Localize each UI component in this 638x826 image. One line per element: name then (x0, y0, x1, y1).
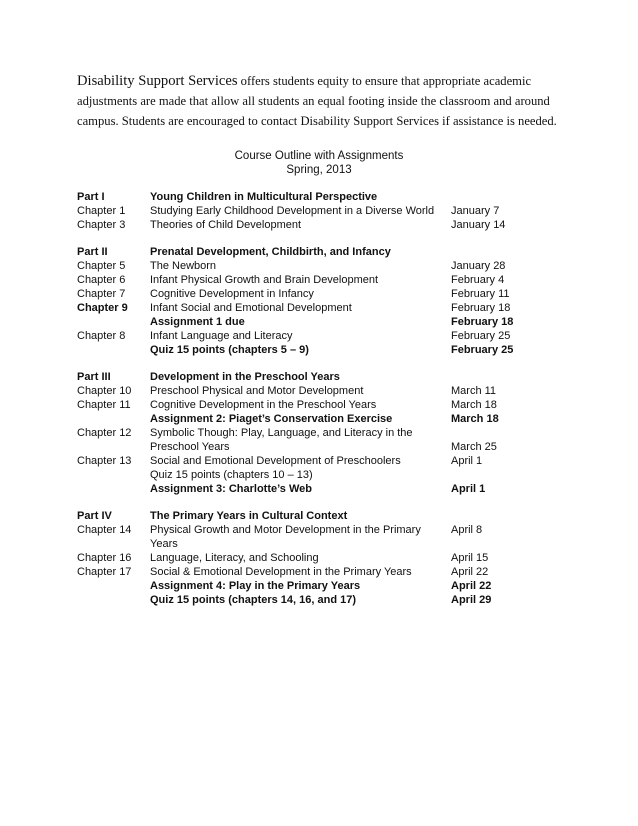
schedule-row (77, 259, 557, 273)
topic-label: Young Children in Multicultural Perspective (150, 191, 378, 203)
schedule-row (77, 509, 557, 523)
unit-label: Chapter 12 (77, 427, 132, 439)
unit-label: Chapter 8 (77, 330, 126, 342)
course-schedule (77, 190, 557, 620)
topic-label: Development in the Preschool Years (150, 371, 340, 383)
topic-label: Studying Early Childhood Development in a Diverse World (150, 205, 435, 217)
due-date: January 28 (451, 260, 506, 272)
due-date: April 22 (451, 566, 489, 578)
topic-label: The Primary Years in Cultural Context (150, 510, 348, 522)
topic-label: Assignment 3: Charlotte’s Web (150, 483, 312, 495)
schedule-row (77, 468, 557, 482)
schedule-row (77, 245, 557, 259)
unit-label: Part IV (77, 510, 112, 522)
unit-label: Part I (77, 191, 105, 203)
topic-label: Assignment 2: Piaget’s Conservation Exercise (150, 413, 393, 425)
topic-label: Assignment 1 due (150, 316, 245, 328)
unit-label: Chapter 1 (77, 205, 126, 217)
disability-services-name: Disability Support Services (77, 73, 238, 89)
due-date: April 1 (451, 483, 486, 495)
topic-label: Assignment 4: Play in the Primary Years (150, 580, 361, 592)
topic-label: Social and Emotional Development of Preschoolers (150, 455, 401, 467)
topic-label: Symbolic Though: Play, Language, and Literacy in the (150, 427, 413, 439)
due-date: January 14 (451, 219, 506, 231)
schedule-row (77, 426, 557, 440)
schedule-row (77, 565, 557, 579)
unit-label: Part III (77, 371, 111, 383)
unit-label: Part II (77, 246, 108, 258)
unit-label: Chapter 6 (77, 274, 126, 286)
schedule-row (77, 273, 557, 287)
schedule-row (77, 523, 557, 551)
topic-label: Preschool Physical and Motor Development (150, 385, 364, 397)
schedule-row (77, 343, 557, 357)
schedule-row (77, 579, 557, 593)
topic-label: Infant Language and Literacy (150, 330, 293, 342)
schedule-row (77, 398, 557, 412)
schedule-row (77, 384, 557, 398)
topic-label: Physical Growth and Motor Development in the Primary Years (150, 524, 421, 550)
due-date: February 11 (451, 288, 510, 300)
schedule-row (77, 482, 557, 496)
topic-label: Social & Emotional Development in the Primary Years (150, 566, 412, 578)
schedule-row (77, 440, 557, 454)
due-date: March 18 (451, 413, 499, 425)
topic-label: Prenatal Development, Childbirth, and Infancy (150, 246, 391, 258)
topic-label: Cognitive Development in the Preschool Years (150, 399, 377, 411)
schedule-row (77, 204, 557, 218)
topic-label: Infant Physical Growth and Brain Development (150, 274, 379, 286)
topic-label: Infant Social and Emotional Development (150, 302, 352, 314)
unit-label: Chapter 3 (77, 219, 126, 231)
topic-label: Preschool Years (150, 441, 230, 453)
due-date: February 4 (451, 274, 505, 286)
due-date: April 22 (451, 580, 492, 592)
unit-label: Chapter 11 (77, 399, 131, 411)
schedule-row (77, 315, 557, 329)
disability-notice-text: offers students equity to ensure that appropriate academic adjustments are made that allow all students an equal footing inside the classroom and around campus. Students are encouraged to contact Disability Support Services if assistance is needed. (77, 74, 557, 128)
due-date: April 8 (451, 524, 483, 536)
topic-label: Language, Literacy, and Schooling (150, 552, 319, 564)
due-date: April 1 (451, 455, 483, 467)
schedule-part (77, 190, 557, 232)
disability-notice (77, 71, 557, 131)
due-date: January 7 (451, 205, 500, 217)
due-date: February 25 (451, 344, 514, 356)
schedule-row (77, 454, 557, 468)
schedule-row (77, 551, 557, 565)
outline-title: Course Outline with Assignments (234, 150, 404, 162)
unit-label: Chapter 7 (77, 288, 126, 300)
due-date: February 18 (451, 316, 514, 328)
topic-label: Quiz 15 points (chapters 10 – 13) (150, 469, 313, 481)
unit-label: Chapter 9 (77, 302, 128, 314)
due-date: April 29 (451, 594, 492, 606)
topic-label: Quiz 15 points (chapters 14, 16, and 17) (150, 594, 357, 606)
due-date: March 25 (451, 441, 497, 453)
schedule-row (77, 370, 557, 384)
unit-label: Chapter 5 (77, 260, 126, 272)
schedule-row (77, 218, 557, 232)
due-date: March 11 (451, 385, 497, 397)
schedule-row (77, 190, 557, 204)
due-date: March 18 (451, 399, 497, 411)
due-date: February 18 (451, 302, 511, 314)
schedule-row (77, 412, 557, 426)
topic-label: The Newborn (150, 260, 217, 272)
schedule-part (77, 509, 557, 607)
schedule-part (77, 245, 557, 357)
schedule-part (77, 370, 557, 496)
unit-label: Chapter 16 (77, 552, 132, 564)
due-date: April 15 (451, 552, 489, 564)
due-date: February 25 (451, 330, 511, 342)
schedule-row (77, 329, 557, 343)
schedule-row (77, 593, 557, 607)
unit-label: Chapter 10 (77, 385, 132, 397)
topic-label: Cognitive Development in Infancy (150, 288, 314, 300)
unit-label: Chapter 17 (77, 566, 132, 578)
schedule-row (77, 301, 557, 315)
topic-label: Quiz 15 points (chapters 5 – 9) (150, 344, 309, 356)
unit-label: Chapter 14 (77, 524, 132, 536)
schedule-row (77, 287, 557, 301)
topic-label: Theories of Child Development (150, 219, 302, 231)
unit-label: Chapter 13 (77, 455, 132, 467)
outline-term: Spring, 2013 (286, 164, 352, 176)
